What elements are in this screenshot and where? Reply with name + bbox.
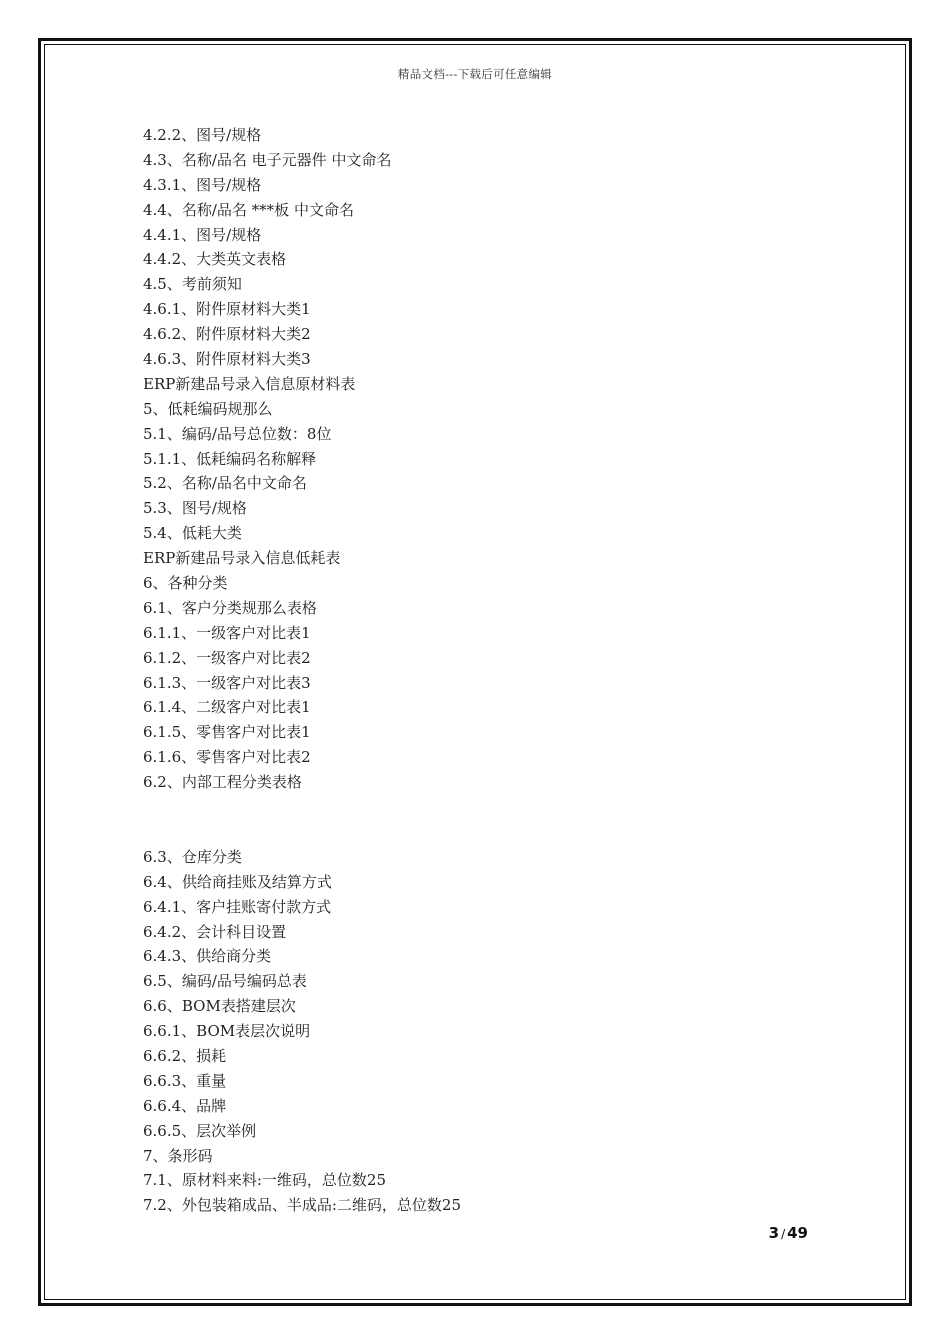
- toc-line: 6.4.2、会计科目设置: [143, 922, 287, 941]
- toc-line: 6.1.4、二级客户对比表1: [143, 698, 311, 717]
- page-separator: /: [781, 1227, 786, 1241]
- toc-line: 4.3.1、图号/规格: [143, 175, 262, 194]
- toc-line: 6.6.3、重量: [143, 1071, 227, 1090]
- toc-line: 6、各种分类: [143, 574, 228, 593]
- toc-line: 6.6.4、品牌: [143, 1096, 227, 1115]
- toc-line: 6.1.1、一级客户对比表1: [143, 623, 311, 642]
- toc-line: 7.1、原材料来料:一维码，总位数25: [143, 1171, 386, 1190]
- toc-line: 6.1、客户分类规那么表格: [143, 598, 317, 617]
- toc-line: 4.4、名称/品名 ***板 中文命名: [143, 200, 354, 219]
- toc-line: 4.3、名称/品名 电子元器件 中文命名: [143, 150, 392, 169]
- toc-line: 5.2、名称/品名中文命名: [143, 474, 307, 493]
- toc-line: 5.1.1、低耗编码名称解释: [143, 449, 317, 468]
- page-current: 3: [768, 1224, 780, 1242]
- toc-line: 6.6、BOM表搭建层次: [143, 997, 296, 1016]
- toc-line: 4.4.2、大类英文表格: [143, 250, 287, 269]
- toc-section-top: [143, 123, 823, 795]
- toc-line: ERP新建品号录入信息低耗表: [143, 549, 341, 568]
- toc-line: 6.1.3、一级客户对比表3: [143, 673, 311, 692]
- toc-line: ERP新建品号录入信息原材料表: [143, 374, 356, 393]
- toc-line: 6.6.2、损耗: [143, 1046, 227, 1065]
- toc-line: 4.2.2、图号/规格: [143, 126, 262, 144]
- toc-line: 6.6.1、BOM表层次说明: [143, 1022, 311, 1041]
- toc-line: 4.5、考前须知: [143, 275, 242, 294]
- toc-line: 6.1.5、零售客户对比表1: [143, 723, 311, 742]
- toc-section-bottom: [143, 845, 823, 1218]
- page-number: [769, 1224, 808, 1242]
- toc-gap: [143, 795, 823, 845]
- toc-line: 6.1.2、一级客户对比表2: [143, 648, 311, 667]
- toc-line: 5.3、图号/规格: [143, 499, 247, 518]
- toc-line: 6.5、编码/品号编码总表: [143, 972, 307, 991]
- toc-line: 5.1、编码/品号总位数：8位: [143, 424, 332, 443]
- toc-content: [143, 123, 823, 1218]
- toc-line: 4.4.1、图号/规格: [143, 225, 262, 244]
- document-header: 精品文档---下载后可任意编辑: [397, 67, 553, 81]
- toc-line: 6.1.6、零售客户对比表2: [143, 748, 311, 767]
- toc-line: 4.6.3、附件原材料大类3: [143, 350, 311, 369]
- toc-line: 6.4、供给商挂账及结算方式: [143, 872, 332, 891]
- toc-line: 6.4.3、供给商分类: [143, 947, 272, 966]
- toc-line: 6.3、仓库分类: [143, 847, 242, 866]
- toc-line: 7、条形码: [143, 1146, 213, 1165]
- page-total: 49: [787, 1224, 808, 1242]
- toc-line: 4.6.1、附件原材料大类1: [143, 300, 311, 319]
- toc-line: 7.2、外包装箱成品、半成品:二维码，总位数25: [143, 1196, 461, 1215]
- toc-line: 5.4、低耗大类: [143, 524, 242, 543]
- toc-line: 6.4.1、客户挂账寄付款方式: [143, 897, 332, 916]
- toc-line: 5、低耗编码规那么: [143, 399, 273, 418]
- toc-line: 6.6.5、层次举例: [143, 1121, 257, 1140]
- toc-line: 4.6.2、附件原材料大类2: [143, 325, 311, 344]
- toc-line: 6.2、内部工程分类表格: [143, 773, 302, 792]
